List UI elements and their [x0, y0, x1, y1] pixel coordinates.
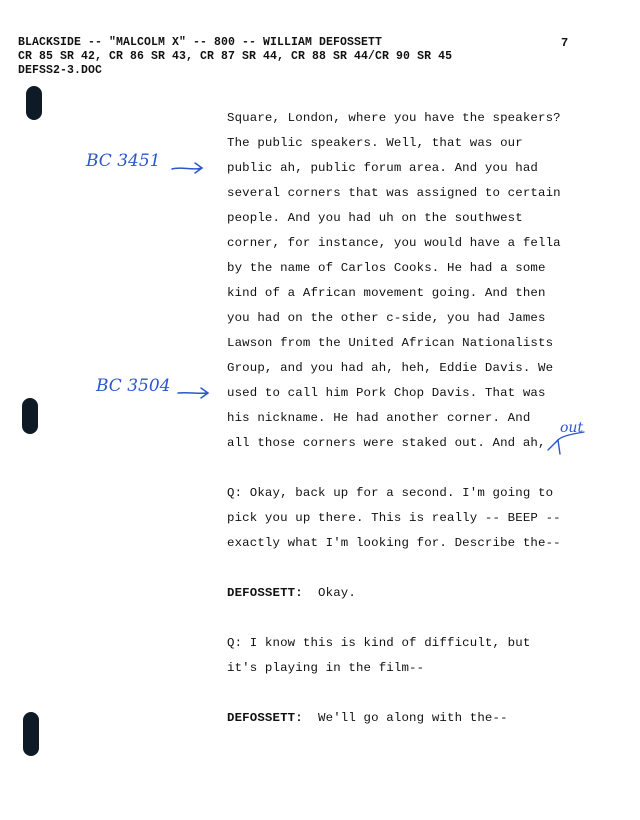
transcript-line: used to call him Pork Chop Davis. That was — [227, 386, 546, 400]
response-text: We'll go along with the-- — [302, 711, 508, 725]
transcript-line: it's playing in the film-- — [227, 661, 425, 675]
handwritten-insertion-word: out — [560, 420, 584, 436]
transcript-line: Q: Okay, back up for a second. I'm going to — [227, 486, 554, 500]
transcript-line: several corners that was assigned to certain — [227, 186, 561, 200]
speaker-label: DEFOSSETT: — [227, 586, 303, 600]
transcript-line: Q: I know this is kind of difficult, but — [227, 636, 531, 650]
transcript-line: by the name of Carlos Cooks. He had a some — [227, 261, 546, 275]
transcript-line: Square, London, where you have the speakers? — [227, 111, 561, 125]
handwritten-bc-code: BC 3451 — [86, 151, 161, 171]
binder-hole-middle — [22, 398, 38, 434]
transcript-line: people. And you had uh on the southwest — [227, 211, 523, 225]
transcript-line: exactly what I'm looking for. Describe the-- — [227, 536, 561, 550]
header-title-line: BLACKSIDE -- "MALCOLM X" -- 800 -- WILLIAM DEFOSSETT — [18, 36, 383, 49]
header-reel-line: CR 85 SR 42, CR 86 SR 43, CR 87 SR 44, CR 88 SR 44/CR 90 SR 45 — [18, 50, 453, 63]
interviewee-response — [227, 711, 508, 725]
transcript-line: public ah, public forum area. And you had — [227, 161, 539, 175]
transcript-line: his nickname. He had another corner. And — [227, 411, 531, 425]
transcript-line: Lawson from the United African Nationalists — [227, 336, 554, 350]
transcript-line: pick you up there. This is really -- BEEP -- — [227, 511, 561, 525]
handwritten-bc-code: BC 3504 — [96, 376, 171, 396]
page-number: 7 — [561, 36, 569, 50]
handwritten-arrow-icon — [176, 385, 212, 401]
transcript-line: kind of a African movement going. And then — [227, 286, 546, 300]
transcript-line: The public speakers. Well, that was our — [227, 136, 523, 150]
binder-hole-bottom — [23, 712, 39, 756]
interviewee-response — [227, 586, 356, 600]
binder-hole-top — [26, 86, 42, 120]
transcript-line: corner, for instance, you would have a fella — [227, 236, 561, 250]
handwritten-arrow-icon — [170, 160, 206, 176]
speaker-label: DEFOSSETT: — [227, 711, 303, 725]
response-text: Okay. — [302, 586, 356, 600]
transcript-line: all those corners were staked out. And ah, — [227, 436, 546, 450]
transcript-line: Group, and you had ah, heh, Eddie Davis. We — [227, 361, 554, 375]
insertion-caret-icon — [538, 422, 588, 456]
transcript-line: you had on the other c-side, you had James — [227, 311, 546, 325]
header-filename-line: DEFSS2-3.DOC — [18, 64, 103, 77]
